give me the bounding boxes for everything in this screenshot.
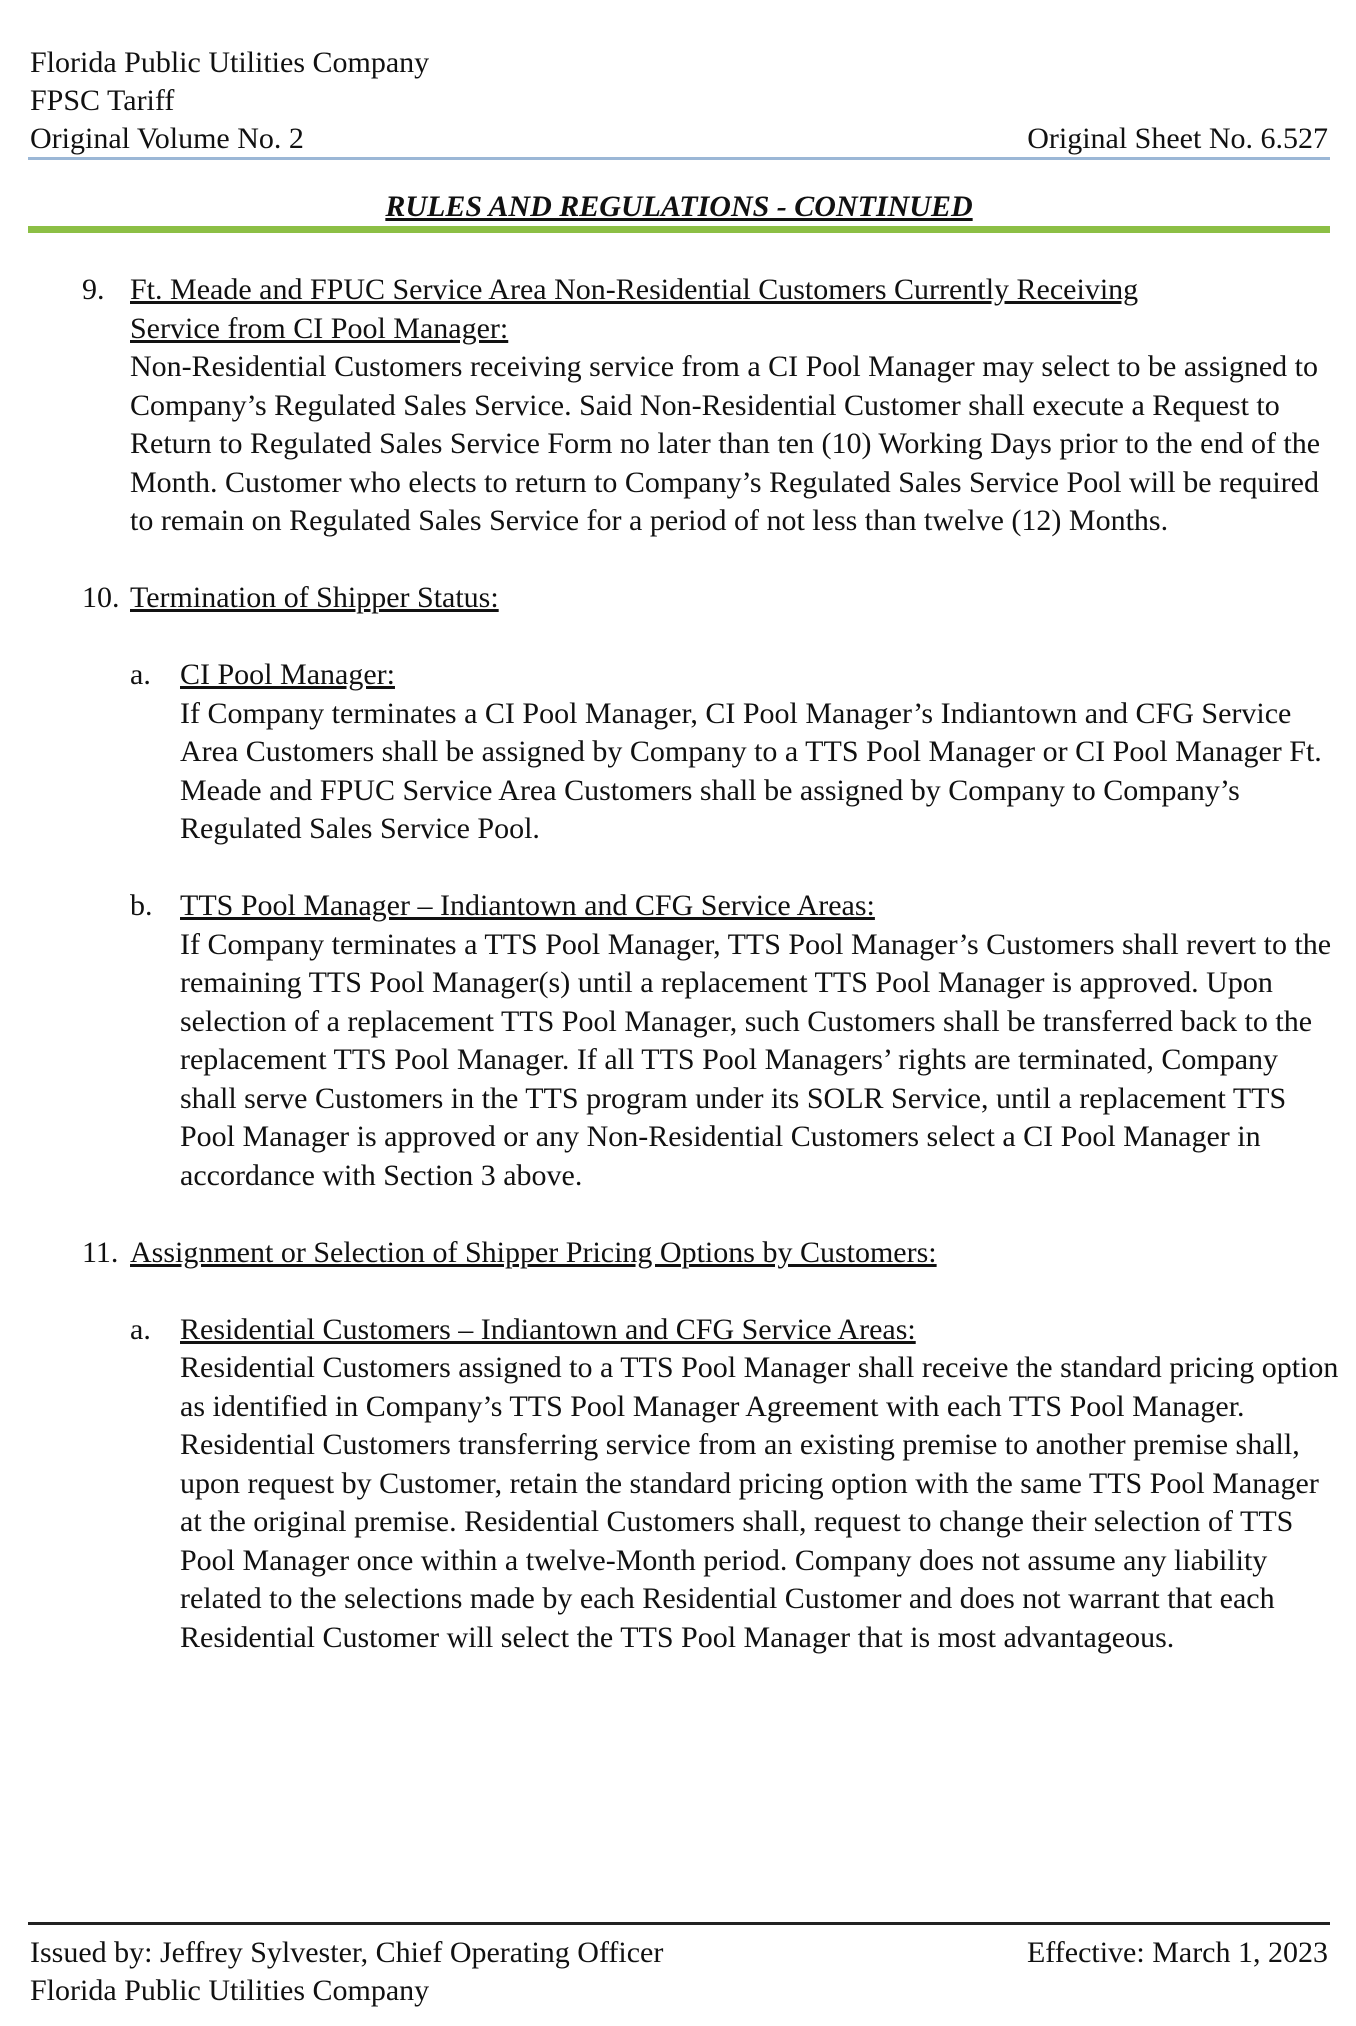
- subitem-heading: CI Pool Manager:: [180, 658, 395, 691]
- header-divider: [28, 157, 1330, 160]
- item-number: 10.: [82, 581, 120, 614]
- footer-issued-by: Issued by: Jeffrey Sylvester, Chief Operating Officer: [30, 1936, 664, 1969]
- subitem-body: If Company terminates a TTS Pool Manager, TTS Pool Manager’s Customers shall revert to the remaining TTS Pool Manager(s) until a replacement TTS Pool Manager is approved. Upon selection of a replacement TTS Pool Manager, such Customers shall be transferred back to the replacement TTS Pool Manager. If all TTS Pool Managers’ rights are terminated, Company shall serve Customers in the TTS program under its SOLR Service, until a replacement TTS Pool Manager is approved or any Non-Residential Customers select a CI Pool Manager in accordance with Section 3 above.: [180, 927, 1332, 1192]
- header-volume: Original Volume No. 2: [30, 122, 304, 155]
- subitem-letter: b.: [130, 889, 153, 922]
- subitem-10a: [0, 656, 1356, 849]
- rule-item-11: [0, 1234, 1356, 1273]
- subitem-10b: [0, 887, 1356, 1195]
- document-body: [0, 271, 1356, 1657]
- subitem-letter: a.: [130, 658, 151, 691]
- item-heading: Assignment or Selection of Shipper Pricing Options by Customers:: [130, 1235, 937, 1269]
- subitem-heading: TTS Pool Manager – Indiantown and CFG Service Areas:: [180, 889, 875, 922]
- header-company: Florida Public Utilities Company: [30, 46, 430, 79]
- subitem-11a: [0, 1311, 1356, 1658]
- section-title: RULES AND REGULATIONS - CONTINUED: [385, 190, 973, 223]
- item-heading: Termination of Shipper Status:: [130, 581, 499, 614]
- item-number: 11.: [82, 1235, 119, 1269]
- rule-item-10: [0, 579, 1356, 618]
- subitem-letter: a.: [130, 1312, 151, 1346]
- rule-item-9: [0, 271, 1356, 541]
- item-heading-continued: Service from CI Pool Manager:: [130, 311, 509, 345]
- section-divider: [28, 226, 1330, 233]
- footer-effective-date: Effective: March 1, 2023: [1026, 1936, 1328, 1969]
- item-body: Non-Residential Customers receiving service from a CI Pool Manager may select to be assigned to Company’s Regulated Sales Service. Said Non-Residential Customer shall execute a Request to Return to Regulated Sales Service Form no later than ten (10) Working Days prior to the end of the Month. Customer who elects to return to Company’s Regulated Sales Service Pool will be required to remain on Regulated Sales Service for a period of not less than twelve (12) Months.: [130, 350, 1321, 537]
- item-number: 9.: [82, 273, 105, 306]
- item-heading: Ft. Meade and FPUC Service Area Non-Residential Customers Currently Receiving: [130, 273, 1139, 306]
- subitem-body: Residential Customers assigned to a TTS Pool Manager shall receive the standard pricing option as identified in Company’s TTS Pool Manager Agreement with each TTS Pool Manager. Residential Customers transferring service from an existing premise to another premise shall, upon request by Customer, retain the standard pricing option with the same TTS Pool Manager at the original premise. Residential Customers shall, request to change their selection of TTS Pool Manager once within a twelve-Month period. Company does not assume any liability related to the selections made by each Residential Customer and does not warrant that each Residential Customer will select the TTS Pool Manager that is most advantageous.: [180, 1351, 1339, 1654]
- footer-company: Florida Public Utilities Company: [30, 1974, 430, 2007]
- footer-divider: [28, 1922, 1330, 1925]
- subitem-body: If Company terminates a CI Pool Manager, CI Pool Manager’s Indiantown and CFG Service Area Customers shall be assigned by Company to a TTS Pool Manager or CI Pool Manager Ft. Meade and FPUC Service Area Customers shall be assigned by Company to Company’s Regulated Sales Service Pool.: [180, 696, 1322, 845]
- header-sheet-number: Original Sheet No. 6.527: [1027, 122, 1328, 155]
- subitem-heading: Residential Customers – Indiantown and CFG Service Areas:: [180, 1312, 916, 1346]
- header-tariff: FPSC Tariff: [30, 84, 175, 117]
